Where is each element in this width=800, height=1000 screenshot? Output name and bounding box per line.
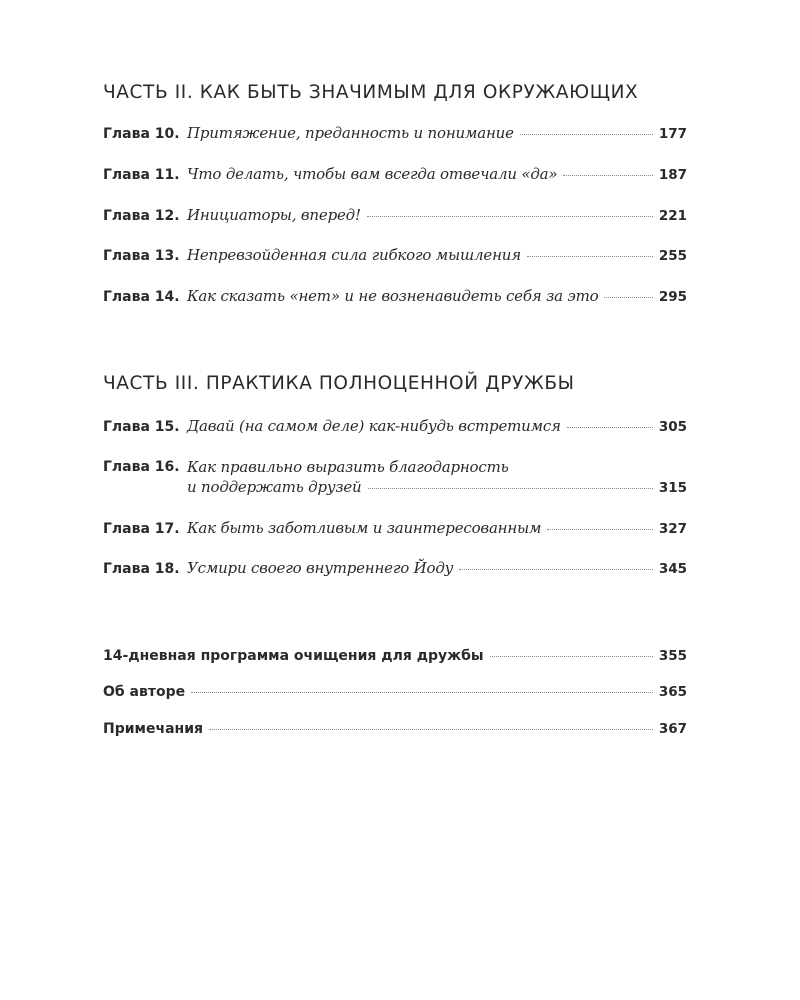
toc-entry-chapter-18[interactable]: [103, 559, 687, 577]
part-3-heading: ЧАСТЬ III. ПРАКТИКА ПОЛНОЦЕННОЙ ДРУЖБЫ: [103, 373, 575, 394]
page-number: 327: [658, 521, 687, 537]
chapter-title: Как сказать «нет» и не возненавидеть себя за это: [187, 287, 599, 305]
toc-entry-about-author[interactable]: [103, 684, 687, 700]
chapter-label: Глава 13.: [103, 248, 180, 264]
page-number: 295: [658, 289, 687, 305]
page-number: 315: [658, 480, 687, 496]
page-number: 305: [658, 419, 687, 435]
dot-leader: [368, 488, 653, 489]
chapter-title: Как быть заботливым и заинтересованным: [187, 519, 542, 537]
chapter-title-line-1: Как правильно выразить благодарность: [187, 458, 509, 476]
page-number: 355: [658, 648, 687, 664]
page-number: 177: [658, 126, 687, 142]
dot-leader: [527, 256, 653, 257]
chapter-title: Инициаторы, вперед!: [187, 206, 361, 224]
toc-entry-cleanse-program[interactable]: [103, 648, 687, 664]
dot-leader: [547, 529, 653, 530]
dot-leader: [209, 729, 653, 730]
chapter-label: Глава 18.: [103, 561, 180, 577]
page-number: 365: [658, 684, 687, 700]
dot-leader: [191, 692, 653, 693]
page-number: 367: [658, 721, 687, 737]
chapter-title-line-2: и поддержать друзей: [187, 478, 362, 496]
toc-entry-chapter-16[interactable]: [103, 458, 687, 496]
chapter-label: Глава 14.: [103, 289, 180, 305]
page-number: 255: [658, 248, 687, 264]
toc-entry-chapter-14[interactable]: [103, 287, 687, 305]
chapter-label: Глава 12.: [103, 208, 180, 224]
dot-leader: [520, 134, 653, 135]
dot-leader: [604, 297, 652, 298]
dot-leader: [490, 656, 653, 657]
back-matter-title: Примечания: [103, 721, 204, 737]
toc-entry-notes[interactable]: [103, 721, 687, 737]
toc-entry-chapter-15[interactable]: [103, 417, 687, 435]
toc-entry-chapter-13[interactable]: [103, 246, 687, 264]
page-number: 221: [658, 208, 687, 224]
part-2-heading: ЧАСТЬ II. КАК БЫТЬ ЗНАЧИМЫМ ДЛЯ ОКРУЖАЮЩИХ: [103, 82, 639, 103]
toc-entry-chapter-12[interactable]: [103, 206, 687, 224]
dot-leader: [459, 569, 653, 570]
chapter-title: Усмири своего внутреннего Йоду: [187, 559, 454, 577]
toc-entry-chapter-11[interactable]: [103, 165, 687, 183]
toc-entry-chapter-17[interactable]: [103, 519, 687, 537]
page-number: 345: [658, 561, 687, 577]
chapter-label: Глава 10.: [103, 126, 180, 142]
chapter-label: Глава 16.: [103, 459, 180, 475]
dot-leader: [367, 216, 653, 217]
back-matter-title: Об авторе: [103, 684, 186, 700]
dot-leader: [563, 175, 652, 176]
chapter-label: Глава 15.: [103, 419, 180, 435]
chapter-title: Притяжение, преданность и понимание: [187, 124, 514, 142]
chapter-title: Давай (на самом деле) как-нибудь встретимся: [187, 417, 561, 435]
chapter-label: Глава 17.: [103, 521, 180, 537]
back-matter-title: 14-дневная программа очищения для дружбы: [103, 648, 484, 664]
dot-leader: [567, 427, 653, 428]
toc-entry-chapter-10[interactable]: [103, 124, 687, 142]
chapter-title: Непревзойденная сила гибкого мышления: [187, 246, 521, 264]
page-number: 187: [658, 167, 687, 183]
chapter-label: Глава 11.: [103, 167, 180, 183]
chapter-title: Что делать, чтобы вам всегда отвечали «да»: [187, 165, 558, 183]
